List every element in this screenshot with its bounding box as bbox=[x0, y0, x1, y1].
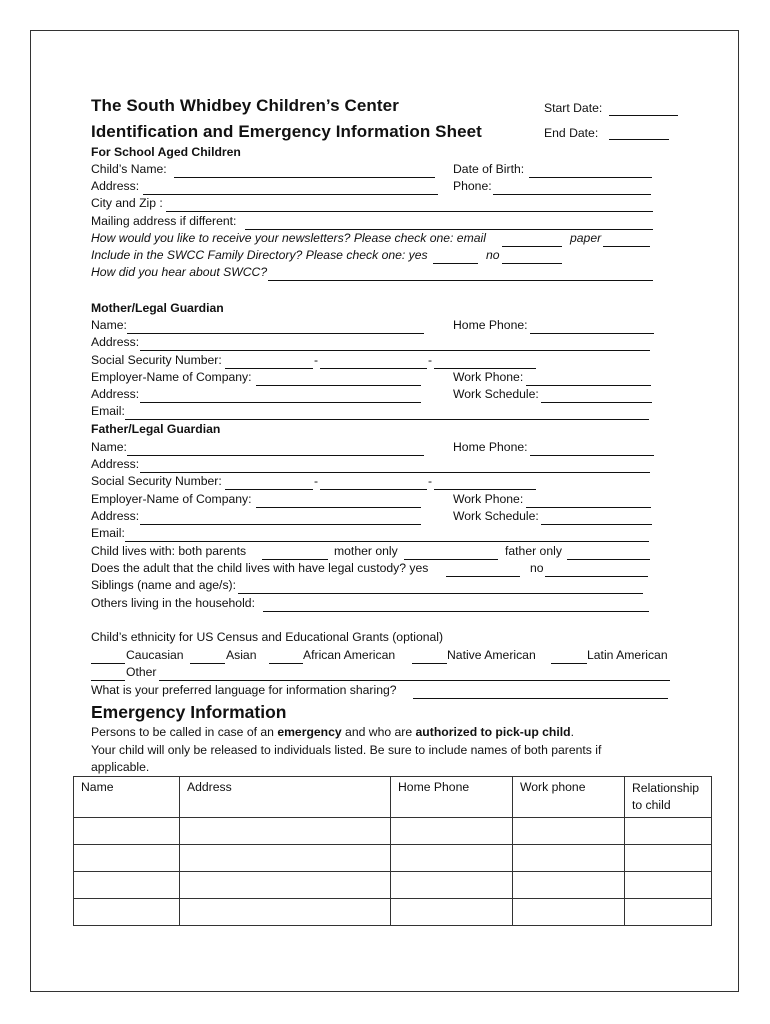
col-header-home-phone: Home Phone bbox=[391, 777, 513, 818]
mother-heading: Mother/Legal Guardian bbox=[91, 301, 224, 315]
child-address-field[interactable] bbox=[143, 194, 438, 195]
mother-work-schedule-label: Work Schedule: bbox=[453, 387, 539, 401]
newsletter-email-field[interactable] bbox=[502, 246, 562, 247]
newsletter-paper-field[interactable] bbox=[603, 246, 650, 247]
col-header-relationship: Relationship to child bbox=[625, 777, 712, 818]
african-american-label: African American bbox=[303, 648, 396, 662]
father-address-label: Address: bbox=[91, 457, 140, 471]
father-ssn-label: Social Security Number: bbox=[91, 474, 222, 488]
father-ssn-part1[interactable] bbox=[225, 489, 313, 490]
mother-ssn-part1[interactable] bbox=[225, 368, 313, 369]
table-row[interactable] bbox=[74, 818, 712, 845]
father-employer-field[interactable] bbox=[256, 507, 421, 508]
siblings-field[interactable] bbox=[238, 593, 643, 594]
emergency-line2: Your child will only be released to individuals listed. Be sure to include names of both parents if bbox=[91, 743, 602, 757]
mother-work-phone-field[interactable] bbox=[526, 385, 651, 386]
native-american-label: Native American bbox=[447, 648, 536, 662]
father-home-phone-label: Home Phone: bbox=[453, 440, 528, 454]
other-field[interactable] bbox=[91, 680, 125, 681]
latin-american-field[interactable] bbox=[551, 663, 587, 664]
mother-address2-label: Address: bbox=[91, 387, 140, 401]
father-work-schedule-field[interactable] bbox=[541, 524, 652, 525]
mother-email-field[interactable] bbox=[125, 419, 649, 420]
other-specify-field[interactable] bbox=[159, 680, 670, 681]
subtitle: For School Aged Children bbox=[91, 145, 241, 159]
asian-field[interactable] bbox=[190, 663, 225, 664]
city-zip-field[interactable] bbox=[166, 211, 653, 212]
mailing-address-label: Mailing address if different: bbox=[91, 214, 237, 228]
father-work-schedule-label: Work Schedule: bbox=[453, 509, 539, 523]
siblings-label: Siblings (name and age/s): bbox=[91, 578, 236, 592]
emergency-heading: Emergency Information bbox=[91, 702, 287, 722]
language-field[interactable] bbox=[413, 698, 668, 699]
father-address2-field[interactable] bbox=[140, 524, 421, 525]
col-header-name: Name bbox=[74, 777, 180, 818]
caucasian-field[interactable] bbox=[91, 663, 125, 664]
emergency-contacts-table bbox=[73, 776, 712, 926]
child-name-label: Child’s Name: bbox=[91, 162, 167, 176]
form-title-line1: The South Whidbey Children’s Center bbox=[91, 96, 399, 115]
dob-field[interactable] bbox=[529, 177, 652, 178]
language-label: What is your preferred language for information sharing? bbox=[91, 683, 397, 697]
father-only-field[interactable] bbox=[567, 559, 650, 560]
mother-work-schedule-field[interactable] bbox=[541, 402, 652, 403]
mother-address-field[interactable] bbox=[140, 350, 650, 351]
heard-label: How did you hear about SWCC? bbox=[91, 265, 268, 279]
mother-name-field[interactable] bbox=[127, 333, 424, 334]
form-title-line2: Identification and Emergency Information Sheet bbox=[91, 122, 482, 141]
mother-email-label: Email: bbox=[91, 404, 125, 418]
father-address-field[interactable] bbox=[140, 472, 650, 473]
child-phone-field[interactable] bbox=[493, 194, 651, 195]
directory-no-field[interactable] bbox=[502, 263, 562, 264]
asian-label: Asian bbox=[226, 648, 257, 662]
newsletter-paper-label: paper bbox=[570, 231, 602, 245]
father-only-label: father only bbox=[505, 544, 562, 558]
mother-home-phone-label: Home Phone: bbox=[453, 318, 528, 332]
father-heading: Father/Legal Guardian bbox=[91, 422, 221, 436]
mother-ssn-label: Social Security Number: bbox=[91, 353, 222, 367]
child-phone-label: Phone: bbox=[453, 179, 492, 193]
mother-work-phone-label: Work Phone: bbox=[453, 370, 524, 384]
father-home-phone-field[interactable] bbox=[530, 455, 654, 456]
lives-with-both-field[interactable] bbox=[262, 559, 328, 560]
father-employer-label: Employer-Name of Company: bbox=[91, 492, 252, 506]
mother-employer-label: Employer-Name of Company: bbox=[91, 370, 252, 384]
table-row[interactable] bbox=[74, 845, 712, 872]
directory-yes-field[interactable] bbox=[433, 263, 478, 264]
mother-ssn-part2[interactable] bbox=[320, 368, 427, 369]
child-name-field[interactable] bbox=[174, 177, 435, 178]
newsletter-label: How would you like to receive your newsletters? Please check one: email bbox=[91, 231, 486, 245]
dob-label: Date of Birth: bbox=[453, 162, 525, 176]
mother-employer-field[interactable] bbox=[256, 385, 421, 386]
father-work-phone-field[interactable] bbox=[526, 507, 651, 508]
mother-home-phone-field[interactable] bbox=[530, 333, 654, 334]
other-label: Other bbox=[126, 665, 157, 679]
table-row[interactable] bbox=[74, 872, 712, 899]
father-name-label: Name: bbox=[91, 440, 127, 454]
mother-address2-field[interactable] bbox=[140, 402, 421, 403]
table-row[interactable] bbox=[74, 899, 712, 926]
mother-only-field[interactable] bbox=[404, 559, 498, 560]
city-zip-label: City and Zip : bbox=[91, 196, 163, 210]
mother-ssn-part3[interactable] bbox=[434, 368, 536, 369]
emergency-line1: Persons to be called in case of an emergency and who are authorized to pick-up child. bbox=[91, 725, 574, 739]
native-american-field[interactable] bbox=[412, 663, 447, 664]
caucasian-label: Caucasian bbox=[126, 648, 184, 662]
custody-no-label: no bbox=[530, 561, 544, 575]
table-header-row bbox=[74, 777, 712, 818]
father-address2-label: Address: bbox=[91, 509, 140, 523]
col-header-work-phone: Work phone bbox=[513, 777, 625, 818]
mailing-address-field[interactable] bbox=[245, 229, 653, 230]
custody-no-field[interactable] bbox=[545, 576, 648, 577]
custody-label: Does the adult that the child lives with have legal custody? yes bbox=[91, 561, 429, 575]
end-date-field[interactable] bbox=[609, 139, 669, 140]
custody-yes-field[interactable] bbox=[446, 576, 520, 577]
lives-with-label: Child lives with: both parents bbox=[91, 544, 247, 558]
latin-american-label: Latin American bbox=[587, 648, 668, 662]
african-american-field[interactable] bbox=[269, 663, 303, 664]
others-label: Others living in the household: bbox=[91, 596, 255, 610]
mother-name-label: Name: bbox=[91, 318, 127, 332]
end-date-label: End Date: bbox=[544, 126, 599, 140]
child-address-label: Address: bbox=[91, 179, 140, 193]
col-header-address: Address bbox=[180, 777, 391, 818]
father-ssn-part3[interactable] bbox=[434, 489, 536, 490]
start-date-label: Start Date: bbox=[544, 101, 603, 115]
directory-label: Include in the SWCC Family Directory? Please check one: yes bbox=[91, 248, 428, 262]
father-ssn-part2[interactable] bbox=[320, 489, 427, 490]
ethnicity-heading: Child’s ethnicity for US Census and Educational Grants (optional) bbox=[91, 630, 444, 644]
mother-address-label: Address: bbox=[91, 335, 140, 349]
father-email-label: Email: bbox=[91, 526, 125, 540]
father-email-field[interactable] bbox=[125, 541, 649, 542]
mother-only-label: mother only bbox=[334, 544, 398, 558]
father-work-phone-label: Work Phone: bbox=[453, 492, 524, 506]
heard-field[interactable] bbox=[268, 280, 653, 281]
start-date-field[interactable] bbox=[609, 115, 678, 116]
directory-no-label: no bbox=[486, 248, 500, 262]
father-name-field[interactable] bbox=[127, 455, 424, 456]
emergency-line3: applicable. bbox=[91, 760, 150, 774]
others-field[interactable] bbox=[263, 611, 649, 612]
